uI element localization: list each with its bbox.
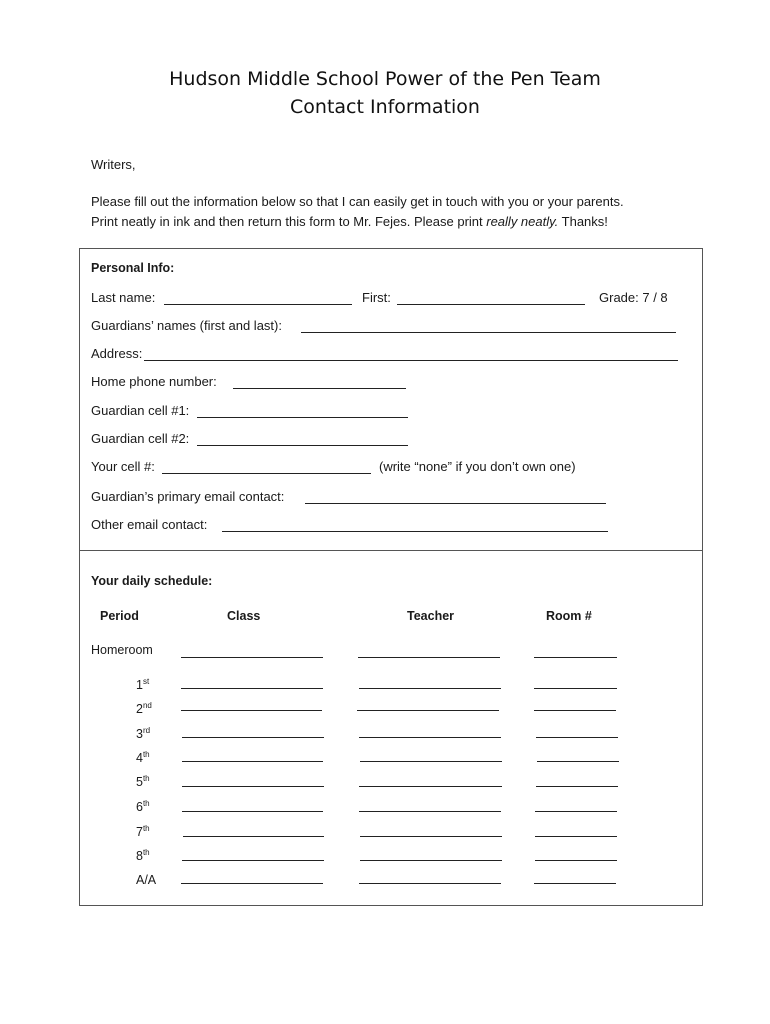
- period-number: 1: [136, 678, 143, 692]
- period-number: 4: [136, 751, 143, 765]
- teacher-field[interactable]: [358, 657, 500, 658]
- room-field[interactable]: [537, 761, 619, 762]
- guardian-cell-2-field[interactable]: [197, 445, 408, 446]
- last-name-field[interactable]: [164, 304, 352, 305]
- form-title: Hudson Middle School Power of the Pen Team: [169, 68, 601, 90]
- period-label: [136, 849, 150, 863]
- class-field[interactable]: [182, 811, 323, 812]
- room-field[interactable]: [534, 657, 617, 658]
- teacher-field[interactable]: [360, 836, 502, 837]
- class-field[interactable]: [181, 688, 323, 689]
- class-field[interactable]: [181, 710, 322, 711]
- room-field[interactable]: [535, 836, 617, 837]
- grade-label: Grade: 7 / 8: [599, 290, 668, 305]
- teacher-field[interactable]: [360, 761, 502, 762]
- column-header-class: Class: [227, 609, 261, 623]
- schedule-box: [79, 550, 703, 906]
- period-suffix: nd: [142, 700, 152, 710]
- period-label: [136, 702, 152, 716]
- class-field[interactable]: [181, 657, 323, 658]
- class-field[interactable]: [182, 860, 324, 861]
- period-suffix: th: [142, 823, 150, 833]
- period-number: 6: [136, 800, 143, 814]
- guardian-cell-1-field[interactable]: [197, 417, 408, 418]
- period-suffix: th: [142, 847, 150, 857]
- guardian-email-label: Guardian’s primary email contact:: [91, 489, 285, 504]
- class-field[interactable]: [182, 786, 324, 787]
- column-header-teacher: Teacher: [407, 609, 455, 623]
- period-number: 8: [136, 849, 143, 863]
- teacher-field[interactable]: [359, 811, 501, 812]
- class-field[interactable]: [182, 761, 323, 762]
- other-email-label: Other email contact:: [91, 517, 208, 532]
- period-label: [136, 775, 150, 789]
- column-header-room: Room #: [546, 609, 592, 623]
- teacher-field[interactable]: [359, 688, 501, 689]
- guardian-cell-1-label: Guardian cell #1:: [91, 403, 190, 418]
- period-suffix: th: [142, 798, 150, 808]
- period-suffix: th: [142, 773, 150, 783]
- period-suffix: st: [142, 676, 150, 686]
- first-name-field[interactable]: [397, 304, 585, 305]
- first-name-label: First:: [362, 290, 391, 305]
- teacher-field[interactable]: [359, 737, 501, 738]
- period-number: 7: [136, 825, 143, 839]
- address-field[interactable]: [144, 360, 678, 361]
- period-label: [136, 751, 150, 765]
- teacher-field[interactable]: [360, 860, 502, 861]
- period-number: 2: [136, 702, 143, 716]
- column-header-period: Period: [100, 609, 139, 623]
- instructions-text: Print neatly in ink and then return this form to Mr. Fejes. Please print: [91, 214, 487, 229]
- instructions-emphasis: really neatly.: [486, 214, 559, 229]
- period-label: [91, 643, 153, 657]
- instructions-line-1: Please fill out the information below so that I can easily get in touch with you or your parents.: [91, 194, 624, 209]
- period-label: [136, 678, 149, 692]
- instructions-thanks: Thanks!: [558, 214, 608, 229]
- period-label: [136, 873, 156, 887]
- guardian-email-field[interactable]: [305, 503, 606, 504]
- period-label: [136, 825, 150, 839]
- room-field[interactable]: [535, 860, 617, 861]
- period-suffix: th: [142, 749, 150, 759]
- teacher-field[interactable]: [359, 883, 501, 884]
- teacher-field[interactable]: [359, 786, 502, 787]
- address-label: Address:: [91, 346, 143, 361]
- room-field[interactable]: [535, 811, 617, 812]
- guardian-cell-2-label: Guardian cell #2:: [91, 431, 190, 446]
- period-number: Homeroom: [91, 643, 153, 657]
- guardians-label: Guardians’ names (first and last):: [91, 318, 282, 333]
- class-field[interactable]: [183, 836, 324, 837]
- schedule-heading: Your daily schedule:: [91, 574, 213, 588]
- other-email-field[interactable]: [222, 531, 608, 532]
- your-cell-field[interactable]: [162, 473, 371, 474]
- form-subtitle: Contact Information: [290, 96, 480, 118]
- teacher-field[interactable]: [357, 710, 499, 711]
- class-field[interactable]: [181, 883, 323, 884]
- period-label: [136, 727, 150, 741]
- room-field[interactable]: [534, 710, 616, 711]
- period-number: 3: [136, 727, 143, 741]
- period-number: A/A: [136, 873, 157, 887]
- home-phone-field[interactable]: [233, 388, 406, 389]
- your-cell-note: (write “none” if you don’t own one): [379, 459, 576, 474]
- period-label: [136, 800, 150, 814]
- personal-info-heading: Personal Info:: [91, 261, 175, 275]
- period-suffix: rd: [142, 725, 151, 735]
- room-field[interactable]: [534, 883, 616, 884]
- class-field[interactable]: [182, 737, 324, 738]
- room-field[interactable]: [536, 786, 618, 787]
- room-field[interactable]: [536, 737, 618, 738]
- room-field[interactable]: [534, 688, 617, 689]
- period-number: 5: [136, 775, 143, 789]
- your-cell-label: Your cell #:: [91, 459, 155, 474]
- greeting: Writers,: [91, 157, 136, 172]
- guardians-field[interactable]: [301, 332, 676, 333]
- instructions-line-2: [91, 214, 608, 229]
- last-name-label: Last name:: [91, 290, 156, 305]
- home-phone-label: Home phone number:: [91, 374, 217, 389]
